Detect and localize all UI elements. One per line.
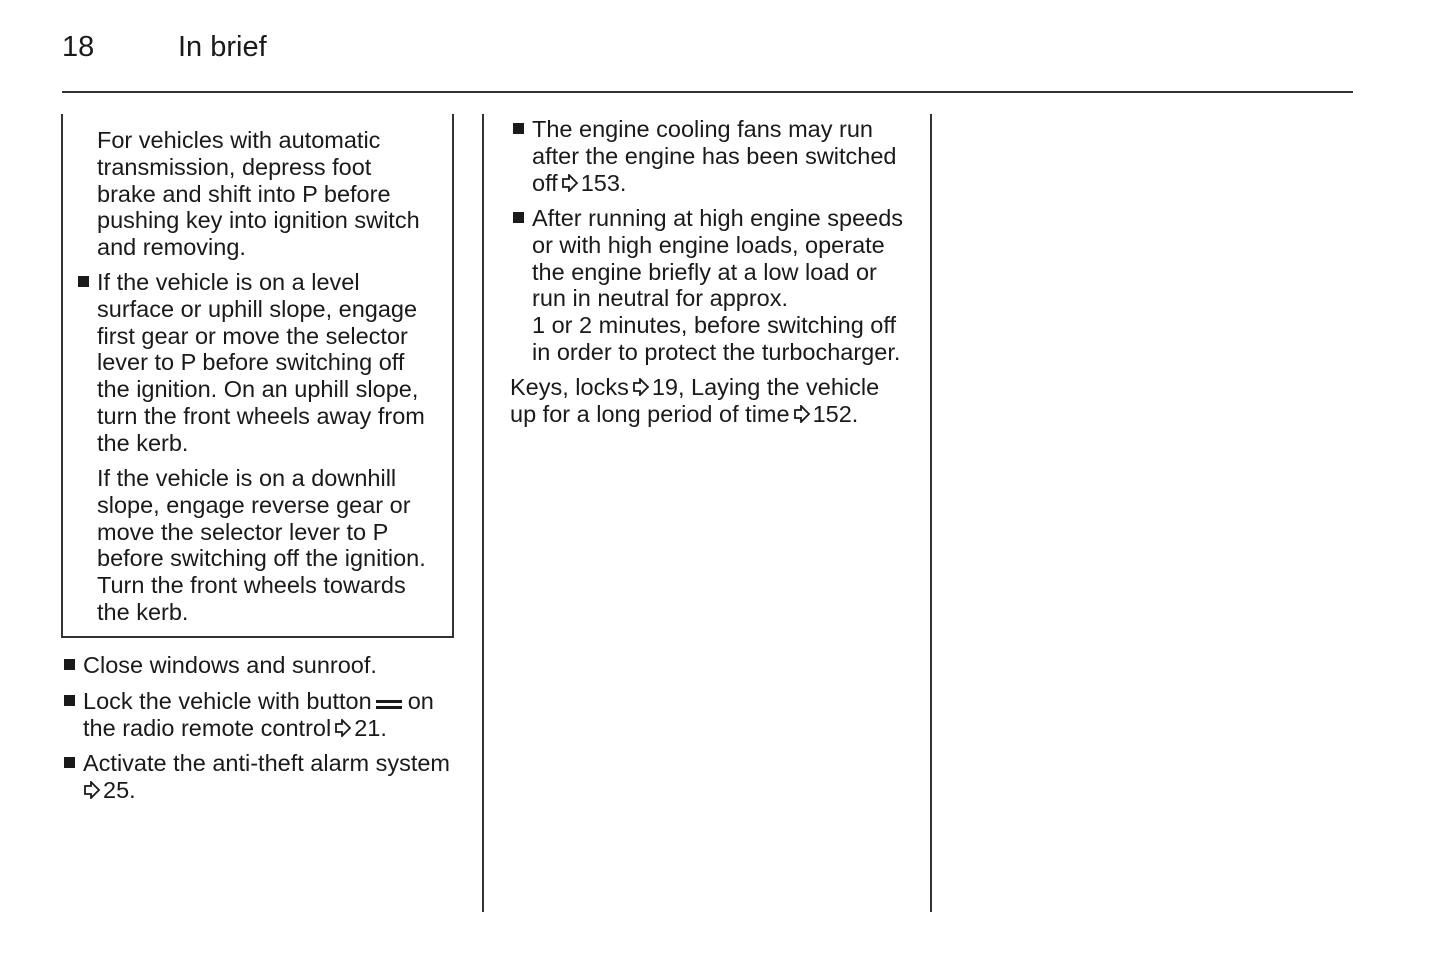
text-line: After running at high engine speeds <box>532 205 904 231</box>
text-line: pushing key into ignition switch <box>97 207 420 234</box>
text-line: brake and shift into P before <box>97 180 391 207</box>
bullet-square-icon <box>513 212 524 223</box>
text-line: in order to protect the turbocharger. <box>532 338 901 365</box>
text-line: first gear or move the selector <box>97 322 408 349</box>
text-line: run in neutral for approx. <box>532 285 789 312</box>
text-line: lever to P before switching off <box>97 349 405 376</box>
text-fragment: off <box>532 169 558 196</box>
text-line <box>83 715 434 742</box>
text-line: Turn the front wheels towards <box>97 572 406 599</box>
column-divider <box>482 114 484 912</box>
header-rule <box>62 91 1353 93</box>
text-line: Close windows and sunroof. <box>83 652 377 678</box>
page-reference-arrow-icon <box>334 719 352 737</box>
text-line: Activate the anti-theft alarm system <box>83 750 451 776</box>
column-divider <box>930 114 932 912</box>
bullet-square-icon <box>64 757 75 768</box>
text-line: the kerb. <box>97 598 189 625</box>
bullet-square-icon <box>64 659 75 670</box>
page-number: 18 <box>62 31 95 63</box>
text-line <box>532 170 897 197</box>
page-reference-arrow-icon <box>793 405 811 423</box>
bullet-square-icon <box>64 695 75 706</box>
alarm-bullet <box>83 750 450 804</box>
text-fragment: on <box>407 688 434 714</box>
text-line <box>510 374 879 401</box>
text-line <box>83 777 450 804</box>
text-line: surface or uphill slope, engage <box>97 295 418 322</box>
text-fragment: Keys, locks <box>510 374 629 400</box>
text-line <box>83 688 434 715</box>
text-fragment: up for a long period of time <box>510 400 790 427</box>
text-line: after the engine has been switched <box>532 142 897 169</box>
text-line: If the vehicle is on a level <box>97 269 360 295</box>
text-line: before switching off the ignition. <box>97 545 426 572</box>
level-surface-bullet <box>97 269 425 457</box>
page-reference-arrow-icon <box>561 174 579 192</box>
text-line: the ignition. On an uphill slope, <box>97 376 419 403</box>
text-line: or with high engine loads, operate <box>532 231 885 258</box>
text-line: The engine cooling fans may run <box>532 116 873 142</box>
close-windows-bullet <box>83 652 377 679</box>
text-line: the kerb. <box>97 429 189 456</box>
page-reference[interactable]: 19, Laying the vehicle <box>651 374 880 400</box>
text-line: turn the front wheels away from <box>97 402 425 429</box>
text-fragment: the radio remote control <box>83 714 332 741</box>
page-reference[interactable]: 152. <box>812 400 859 427</box>
page-reference[interactable]: 21. <box>354 714 387 741</box>
text-line: 1 or 2 minutes, before switching off <box>532 312 897 339</box>
bullet-square-icon <box>513 123 524 134</box>
text-line: transmission, depress foot <box>97 153 372 180</box>
cooling-fans-bullet <box>532 116 897 196</box>
text-line: the engine briefly at a low load or <box>532 258 877 285</box>
auto-transmission-paragraph <box>97 127 420 261</box>
text-line: move the selector lever to P <box>97 518 389 545</box>
text-line: slope, engage reverse gear or <box>97 491 411 518</box>
downhill-paragraph <box>97 465 426 626</box>
text-line: If the vehicle is on a downhill <box>97 465 397 491</box>
cross-references-paragraph <box>510 374 879 428</box>
page-reference[interactable]: 25. <box>103 776 136 803</box>
text-line: For vehicles with automatic <box>97 127 381 153</box>
lock-vehicle-bullet <box>83 688 434 742</box>
bullet-square-icon <box>78 276 89 287</box>
turbocharger-bullet <box>532 205 903 366</box>
page-reference-arrow-icon <box>83 781 101 799</box>
page-reference-arrow-icon <box>632 378 650 396</box>
page-title: In brief <box>178 31 267 63</box>
text-fragment: Lock the vehicle with button <box>83 688 372 714</box>
text-line: and removing. <box>97 234 246 261</box>
text-line <box>510 401 879 428</box>
page-reference[interactable]: 153. <box>580 169 627 196</box>
lock-button-icon <box>376 697 402 711</box>
